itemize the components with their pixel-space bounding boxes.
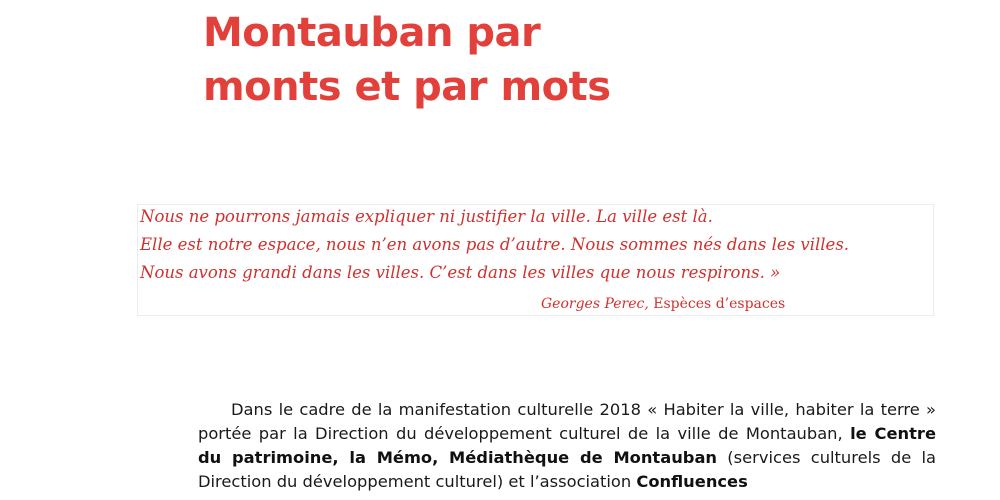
body-bold-institutions: le Centre du patrimoine, la Mémo, Médiathèque de Montauban [198, 424, 936, 467]
body-text-part-2: (services culturels de la Direction du développement culturel) et l’association [198, 448, 936, 491]
title-line-2: monts et par mots [203, 64, 611, 110]
quote-line-2: Elle est notre espace, nous n’en avons pas d’autre. Nous sommes nés dans les villes. [140, 235, 850, 254]
page-title [203, 6, 611, 114]
quote-attribution [541, 295, 785, 313]
quote-line-3: Nous avons grandi dans les villes. C’est dans les villes que nous respirons. » [140, 263, 781, 282]
body-bold-association: Confluences [636, 472, 748, 491]
body-text-part-1: Dans le cadre de la manifestation culturelle 2018 « Habiter la ville, habiter la terre » portée par la Direction du développement culturel de la ville de Montauban, [198, 400, 936, 443]
quote-work-title: Espèces d’espaces [653, 296, 786, 312]
quote-author: Georges Perec, [541, 296, 649, 312]
epigraph-quote [137, 204, 934, 316]
title-line-1: Montauban par [203, 10, 541, 56]
body-paragraph [198, 398, 936, 494]
quote-line-1: Nous ne pourrons jamais expliquer ni justifier la ville. La ville est là. [140, 207, 713, 226]
